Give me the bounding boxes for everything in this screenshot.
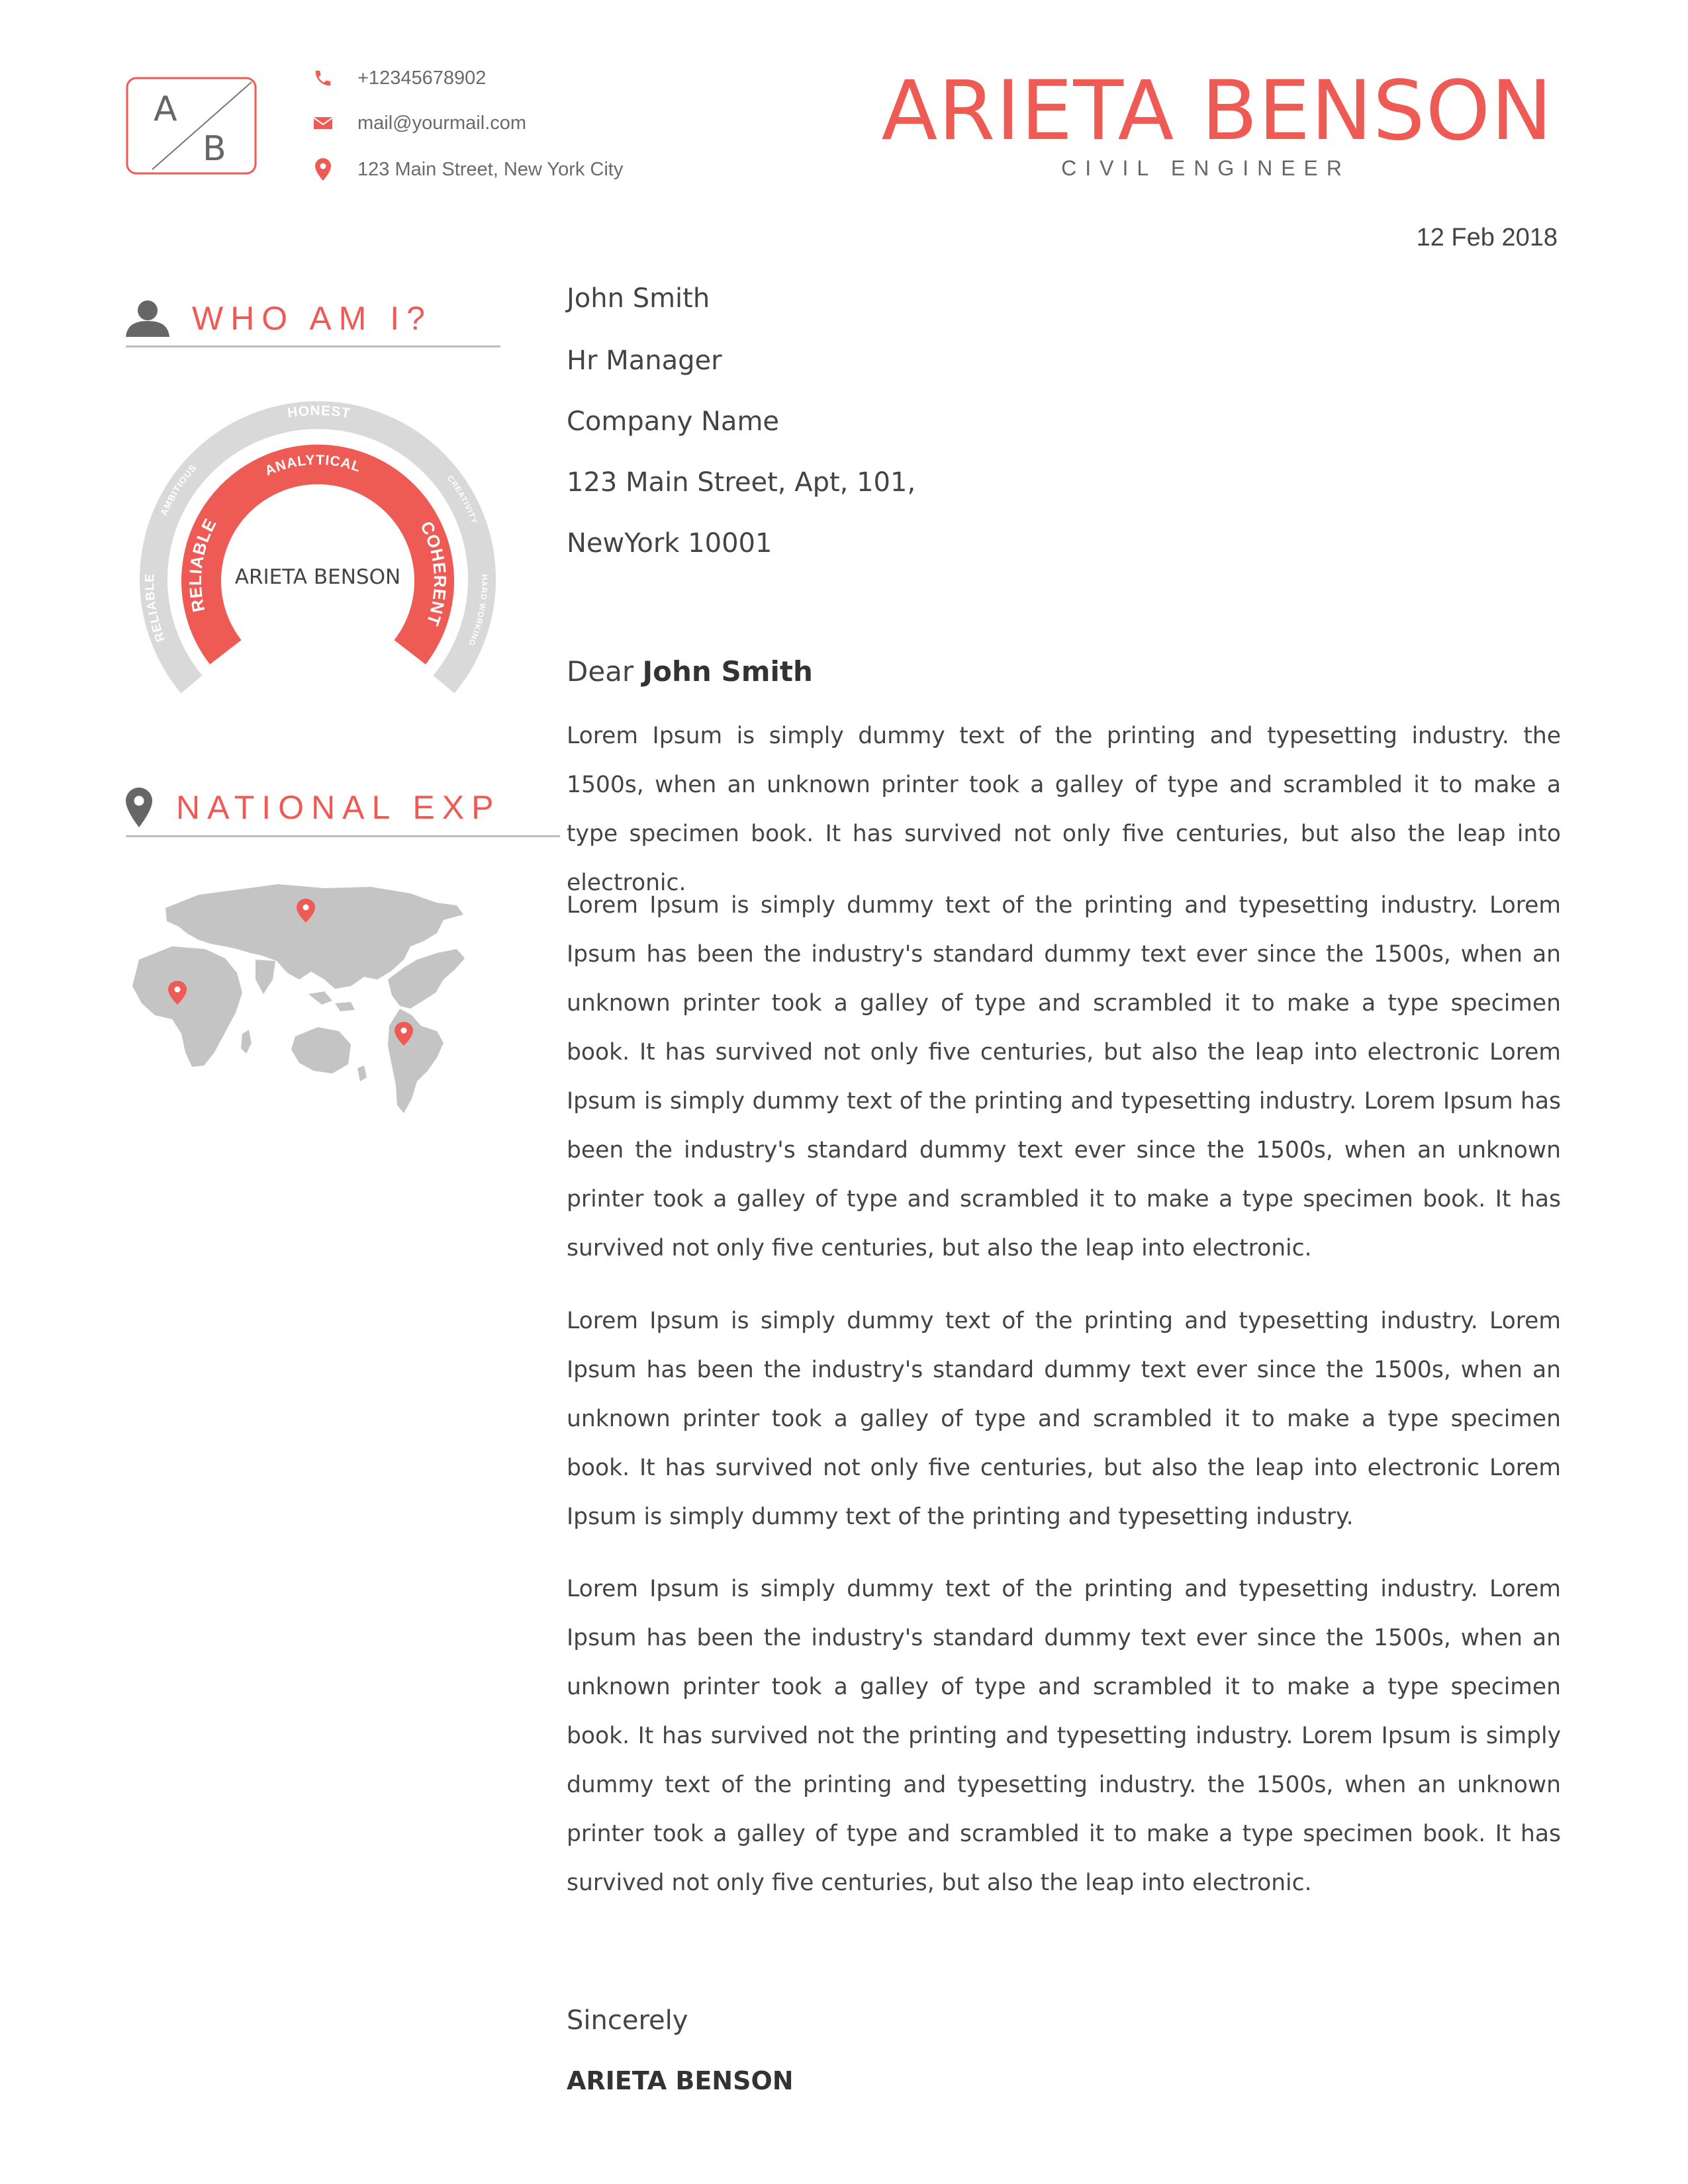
- inner-trait-3: COHERENT: [416, 518, 451, 629]
- national-exp-label: NATIONAL EXP: [176, 789, 501, 826]
- letter-greeting: [567, 655, 813, 688]
- body-paragraph-3: Lorem Ipsum is simply dummy text of the printing and typesetting industry. Lorem Ipsum has been the industry's standard dummy text ever since the 1500s, when an unknown printer took a galley of type and scrambled it to make a type specimen book. It has survived not only five centuries, but also the leap into electronic Lorem Ipsum is simply dummy text of the printing and typesetting industry.: [567, 1308, 1561, 1530]
- contact-email: [311, 109, 526, 138]
- outer-trait-2: AMBITIOUS: [158, 462, 199, 518]
- recipient-street: 123 Main Street, Apt, 101,: [567, 467, 916, 498]
- who-am-i-label: WHO AM I?: [192, 300, 432, 337]
- monogram-bottom-letter: B: [203, 129, 226, 169]
- outer-trait-5: HARD WORKING: [466, 574, 490, 648]
- national-exp-divider: [126, 835, 560, 837]
- phone-icon: [311, 66, 335, 90]
- traits-center-name: ARIETA BENSON: [234, 565, 401, 589]
- greeting-name: John Smith: [642, 655, 813, 688]
- inner-trait-2: ANALYTICAL: [262, 452, 363, 479]
- email-address: mail@yourmail.com: [357, 112, 527, 134]
- body-paragraph-2: Lorem Ipsum is simply dummy text of the printing and typesetting industry. Lorem Ipsum has been the industry's standard dummy text ever since the 1500s, when an unknown printer took a galley of type and scrambled it to make a type specimen book. It has survived not only five centuries, but also the leap into electronic Lorem Ipsum is simply dummy text of the printing and typesetting industry. Lorem Ipsum has been the industry's standard dummy text ever since the 1500s, when an unknown printer took a galley of type and scrambled it to make a type specimen book. It has survived not only five centuries, but also the leap into electronic.: [567, 892, 1561, 1261]
- location-pin-icon: [311, 158, 335, 181]
- inner-trait-1: RELIABLE: [185, 515, 221, 614]
- recipient-title: Hr Manager: [567, 345, 722, 376]
- street-address: 123 Main Street, New York City: [357, 158, 624, 180]
- recipient-name: John Smith: [567, 283, 710, 314]
- outer-trait-3: HONEST: [286, 403, 352, 422]
- outer-trait-4: CREATIVITY: [445, 473, 480, 525]
- mail-icon: [311, 111, 335, 135]
- map-pin-icon: [126, 788, 152, 827]
- outer-trait-1: RELIABLE: [142, 572, 169, 644]
- national-exp-heading: [126, 788, 500, 827]
- recipient-company: Company Name: [567, 406, 780, 437]
- world-map: [126, 880, 470, 1118]
- inner-trait-ring: [201, 465, 434, 653]
- contact-phone: [311, 64, 486, 93]
- letter-date: 12 Feb 2018: [1416, 224, 1558, 251]
- phone-number: +12345678902: [357, 67, 487, 89]
- applicant-name: ARIETA BENSON: [881, 64, 1553, 159]
- monogram-logo: [126, 77, 257, 175]
- body-paragraph-4: Lorem Ipsum is simply dummy text of the printing and typesetting industry. Lorem Ipsum has been the industry's standard dummy text ever since the 1500s, when an unknown printer took a galley of type and scrambled it to make a type specimen book. It has survived not the printing and typesetting industry. Lorem Ipsum is simply dummy text of the printing and typesetting industry. the 1500s, when an unknown printer took a galley of type and scrambled it to make a type specimen book. It has survived not only five centuries, but also the leap into electronic.: [567, 1576, 1561, 1896]
- monogram-top-letter: A: [154, 89, 177, 129]
- greeting-prefix: Dear: [567, 655, 634, 688]
- job-title: CIVIL ENGINEER: [1061, 156, 1350, 180]
- person-icon: [126, 300, 169, 337]
- who-am-i-divider: [126, 345, 500, 347]
- letter-signature: ARIETA BENSON: [567, 2066, 794, 2095]
- traits-arc-chart: [126, 397, 510, 721]
- body-paragraph-1: Lorem Ipsum is simply dummy text of the printing and typesetting industry. the 1500s, when an unknown printer took a galley of type and scrambled it to make a type specimen book. It has survived not only five centuries, but also the leap into electronic.: [567, 723, 1561, 896]
- who-am-i-heading: [126, 299, 432, 338]
- letter-closing: Sincerely: [567, 2005, 688, 2036]
- contact-address: [311, 155, 623, 184]
- recipient-city: NewYork 10001: [567, 528, 773, 559]
